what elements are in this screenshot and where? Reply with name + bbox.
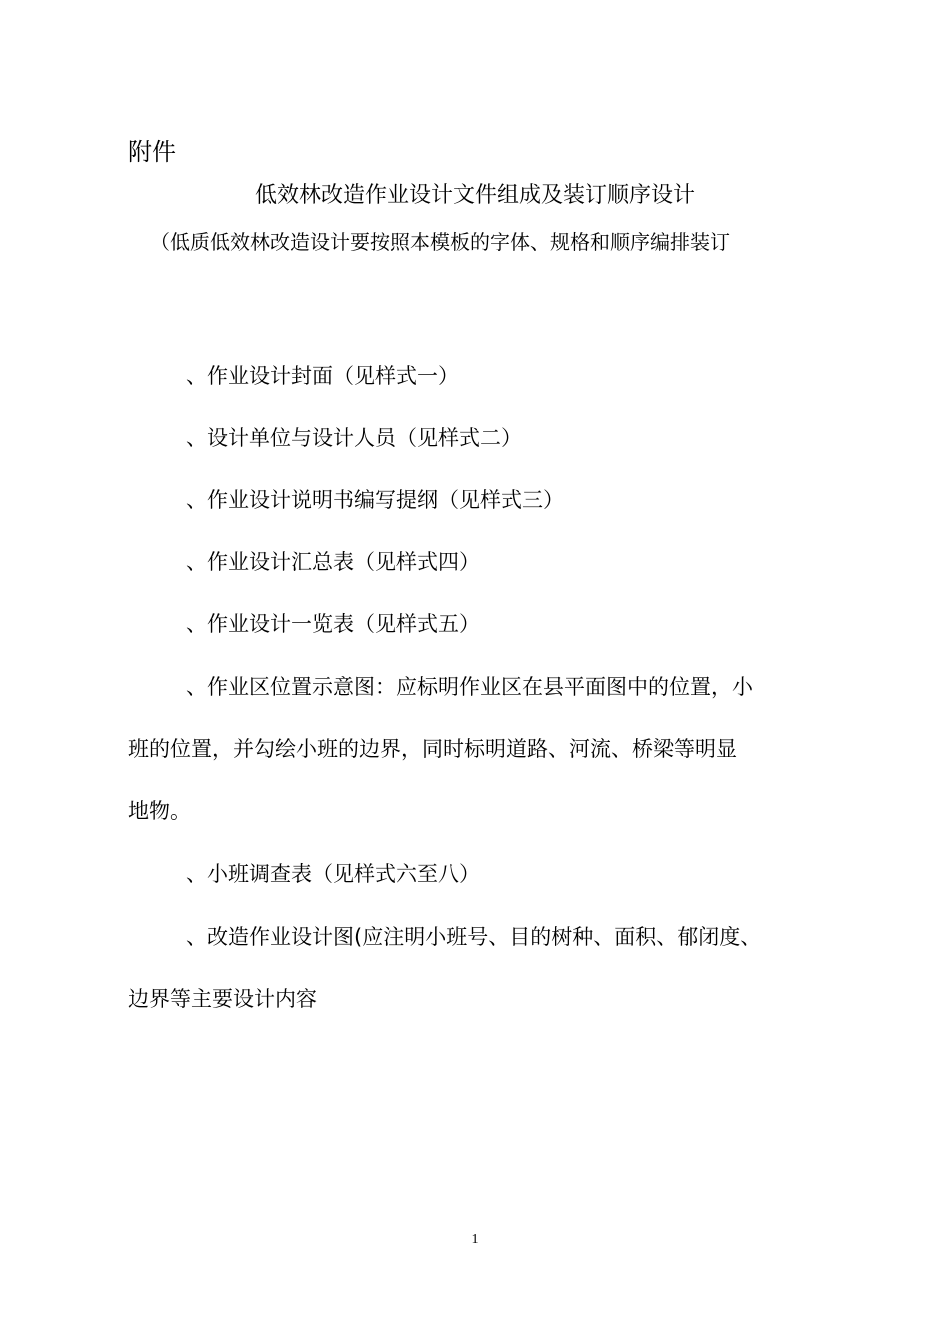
list-item: 、作业设计封面（见样式一） bbox=[186, 364, 459, 388]
list-item: 、作业设计说明书编写提纲（见样式三） bbox=[186, 488, 564, 512]
attachment-label: 附件 bbox=[128, 138, 176, 166]
list-item: 、设计单位与设计人员（见样式二） bbox=[186, 426, 522, 450]
list-item: 、作业设计一览表（见样式五） bbox=[186, 612, 480, 636]
list-item-location-map-line2: 班的位置，并勾绘小班的边界，同时标明道路、河流、桥梁等明显 bbox=[128, 737, 737, 761]
list-item-location-map-line1: 、作业区位置示意图：应标明作业区在县平面图中的位置，小 bbox=[186, 675, 753, 699]
list-item: 、小班调查表（见样式六至八） bbox=[186, 862, 480, 886]
list-item-design-map-line2: 边界等主要设计内容 bbox=[128, 987, 317, 1011]
list-item: 、作业设计汇总表（见样式四） bbox=[186, 550, 480, 574]
list-item-location-map-line3: 地物。 bbox=[128, 799, 191, 823]
page-number: 1 bbox=[471, 1232, 479, 1247]
document-title: 低效林改造作业设计文件组成及装订顺序设计 bbox=[254, 183, 695, 208]
document-subtitle: （低质低效林改造设计要按照本模板的字体、规格和顺序编排装订 bbox=[150, 230, 730, 254]
list-item-design-map-line1: 、改造作业设计图(应注明小班号、目的树种、面积、郁闭度、 bbox=[186, 925, 762, 949]
